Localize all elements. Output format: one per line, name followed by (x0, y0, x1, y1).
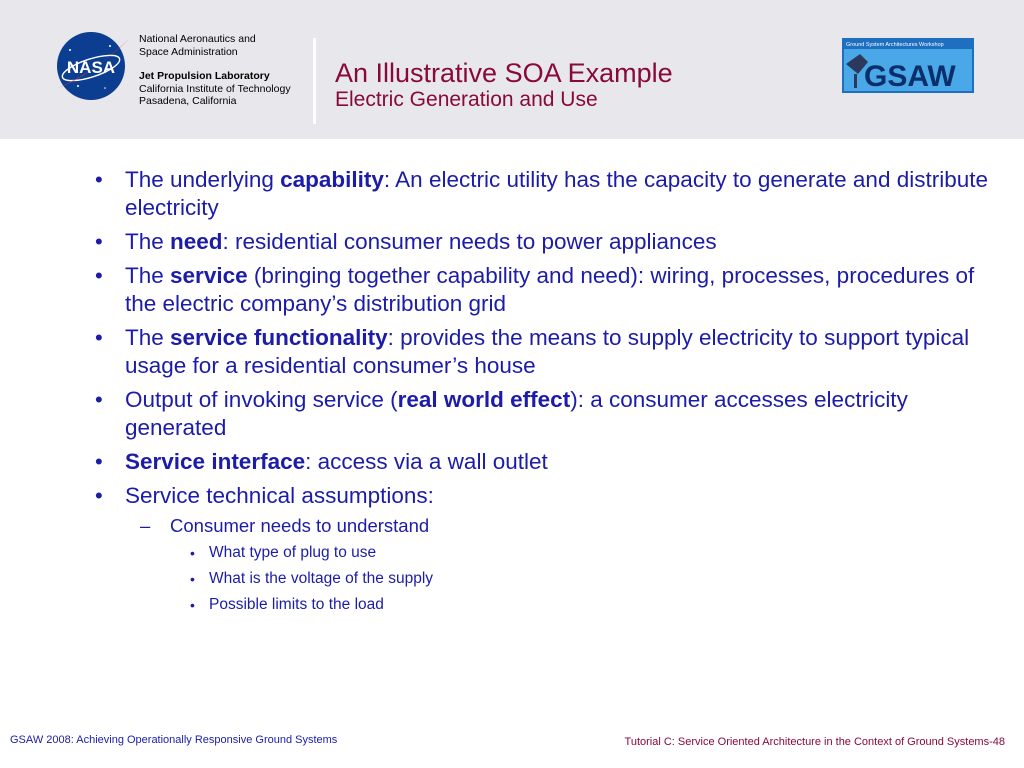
bullet-dot: • (95, 229, 103, 254)
slide-header (0, 0, 1024, 139)
sub-sub-bullet: • Possible limits to the load (190, 594, 995, 616)
slide-body (95, 166, 995, 620)
lab-line-3: Pasadena, California (139, 95, 237, 108)
bullet-service-functionality: • The service functionality: provides the means to supply electricity to support typical usage for a residential consumer’s house (95, 325, 970, 378)
bullet-dot: • (190, 597, 195, 613)
lab-name: Jet Propulsion Laboratory (139, 70, 270, 83)
sub-sub-bullet: • What is the voltage of the supply (190, 568, 995, 590)
bullet-technical-assumptions: • Service technical assumptions: (95, 483, 434, 508)
nasa-logo-text: NASA (66, 58, 116, 77)
bold-term: service functionality (170, 325, 388, 350)
lab-line-2: California Institute of Technology (139, 82, 291, 95)
bullet-dot: • (95, 387, 103, 412)
bullet-dot: • (95, 449, 103, 474)
bullet-dot: • (95, 325, 103, 350)
footer-left: GSAW 2008: Achieving Operationally Responsive Ground Systems (10, 734, 338, 746)
bullet-dot: • (95, 263, 103, 288)
bold-term: service (170, 263, 248, 288)
dash-marker: – (140, 515, 151, 536)
sub-bullet-consumer-needs: – Consumer needs to understand (140, 515, 430, 536)
bullet-service: • The service (bringing together capability and need): wiring, processes, procedures of the electric company’s distribution grid (95, 263, 975, 316)
bullet-dot: • (190, 571, 195, 587)
gsaw-logo-icon (842, 38, 974, 93)
bold-term: need (170, 229, 223, 254)
org-line-2: Space Administration (139, 45, 238, 58)
bullet-capability: • The underlying capability: An electric utility has the capacity to generate and distribute electricity (95, 167, 989, 220)
bullet-service-interface: • Service interface: access via a wall outlet (95, 449, 548, 474)
bullet-real-world-effect: • Output of invoking service (real world effect): a consumer accesses electricity generated (95, 387, 908, 440)
slide-subtitle: Electric Generation and Use (335, 88, 598, 111)
bold-term: real world effect (397, 387, 571, 412)
bullet-dot: • (95, 483, 103, 508)
bold-term: capability (280, 167, 384, 192)
slide-title: An Illustrative SOA Example (335, 58, 673, 88)
nasa-logo-icon (50, 30, 132, 102)
slide-title-block (335, 58, 673, 112)
header-divider (313, 38, 316, 124)
gsaw-logo-text: GSAW (864, 60, 956, 93)
organization-block (139, 33, 291, 108)
bullet-need: • The need: residential consumer needs to power appliances (95, 229, 717, 254)
bullet-dot: • (190, 545, 195, 561)
footer-right: Tutorial C: Service Oriented Architecture in the Context of Ground Systems-48 (624, 736, 1005, 748)
org-line-1: National Aeronautics and (139, 33, 256, 45)
gsaw-banner: Ground System Architectures Workshop (846, 42, 944, 48)
bullet-dot: • (95, 167, 103, 192)
sub-sub-bullet: • What type of plug to use (190, 542, 995, 564)
bold-term: Service interface (125, 449, 306, 474)
